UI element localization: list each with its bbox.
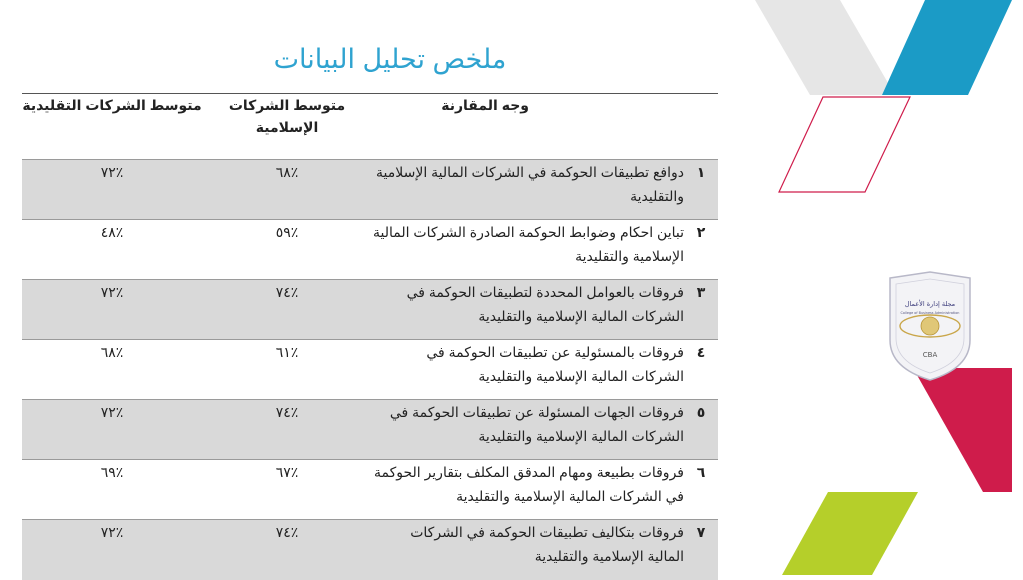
- row-number: ٥: [696, 404, 706, 420]
- row-comparison-aspect: فروقات بالعوامل المحددة لتطبيقات الحوكمة في الشركات المالية الإسلامية والتقليدية: [406, 284, 684, 324]
- row-number: ٧: [696, 524, 706, 540]
- row-islamic-average: ٪٦٧: [275, 464, 299, 480]
- row-islamic-average: ٪٦١: [275, 344, 299, 360]
- header-traditional-average: متوسط الشركات التقليدية: [22, 97, 202, 113]
- logo-english-text: College of Business Administration: [900, 311, 960, 315]
- row-number: ٦: [696, 464, 706, 480]
- row-traditional-average: ٪٦٨: [100, 344, 124, 360]
- row-comparison-aspect: فروقات الجهات المسئولة عن تطبيقات الحوكمة في الشركات المالية الإسلامية والتقليدية: [389, 404, 684, 444]
- logo-abbreviation: CBA: [922, 351, 938, 359]
- deco-outline-parallelogram: [779, 97, 910, 192]
- row-number: ٣: [696, 284, 706, 300]
- row-comparison-aspect: فروقات بالمسئولية عن تطبيقات الحوكمة في الشركات المالية الإسلامية والتقليدية: [426, 344, 684, 384]
- table-row: [22, 520, 718, 580]
- header-islamic-average: متوسط الشركات الإسلامية: [228, 97, 346, 135]
- row-comparison-aspect: دوافع تطبيقات الحوكمة في الشركات المالية الإسلامية والتقليدية: [376, 164, 684, 204]
- header-num: [684, 94, 718, 160]
- table-row: [22, 400, 718, 460]
- row-traditional-average: ٪٧٢: [100, 404, 124, 420]
- row-comparison-aspect: تباين احكام وضوابط الحوكمة الصادرة الشركات المالية الإسلامية والتقليدية: [372, 224, 684, 264]
- row-islamic-average: ٪٥٩: [275, 224, 299, 240]
- table-row: [22, 280, 718, 340]
- header-comparison-aspect: وجه المقارنة: [441, 97, 529, 113]
- deco-crimson-parallelogram: [913, 368, 1012, 492]
- row-traditional-average: ٪٦٩: [100, 464, 124, 480]
- row-traditional-average: ٪٧٢: [100, 524, 124, 540]
- row-islamic-average: ٪٧٤: [275, 404, 299, 420]
- table-header-row: [22, 94, 718, 160]
- deco-lime-parallelogram: [782, 492, 918, 575]
- row-traditional-average: ٪٧٢: [100, 164, 124, 180]
- logo-arabic-text: مجلة إدارة الأعمال: [904, 300, 956, 308]
- table-row: [22, 340, 718, 400]
- row-traditional-average: ٪٧٢: [100, 284, 124, 300]
- row-comparison-aspect: فروقات بطبيعة ومهام المدقق المكلف بتقارير الحوكمة في الشركات المالية الإسلامية والتقليدية: [373, 464, 684, 504]
- comparison-table: [22, 93, 718, 580]
- deco-blue-parallelogram: [882, 0, 1012, 95]
- page-title: ملخص تحليل البيانات: [273, 44, 507, 74]
- deco-gray-parallelogram: [755, 0, 895, 95]
- row-number: ٤: [696, 344, 706, 360]
- row-islamic-average: ٪٦٨: [275, 164, 299, 180]
- row-islamic-average: ٪٧٤: [275, 284, 299, 300]
- college-logo: [880, 270, 980, 382]
- table-row: [22, 220, 718, 280]
- row-number: ١: [696, 164, 706, 180]
- table-row: [22, 460, 718, 520]
- row-comparison-aspect: فروقات بتكاليف تطبيقات الحوكمة في الشركات المالية الإسلامية والتقليدية: [410, 524, 684, 564]
- row-number: ٢: [696, 224, 706, 240]
- row-traditional-average: ٪٤٨: [100, 224, 124, 240]
- row-islamic-average: ٪٧٤: [275, 524, 299, 540]
- table-row: [22, 160, 718, 220]
